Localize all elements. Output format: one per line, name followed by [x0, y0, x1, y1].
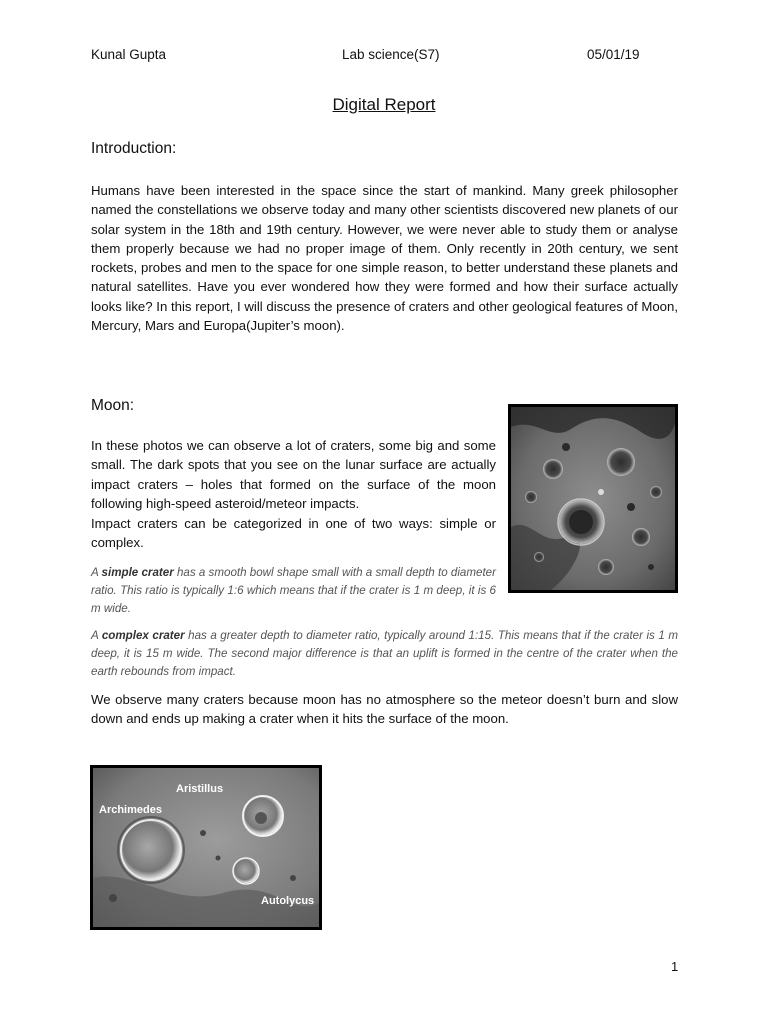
complex-crater-text: has a greater depth to diameter ratio, typically around 1:15. This means that if the crater is 1 m deep, it is 15 m wide. The second major difference is that an uplift is formed in the centre of the crater when the earth rebounds from impact. — [91, 629, 678, 678]
simple-crater-note — [91, 564, 496, 618]
moon-paragraph-3: We observe many craters because moon has no atmosphere so the meteor doesn’t burn and slow down and ends up making a crater when it hits the surface of the moon. — [91, 692, 678, 727]
page-number: 1 — [671, 959, 679, 974]
label-aristillus: Aristillus — [176, 783, 224, 795]
lunar-craters-labeled-photo — [90, 765, 322, 930]
intro-heading: Introduction: — [91, 140, 177, 157]
simple-crater-prefix: A — [91, 566, 102, 579]
header-date: 05/01/19 — [587, 47, 640, 62]
label-archimedes: Archimedes — [99, 804, 162, 816]
header-author: Kunal Gupta — [91, 47, 167, 62]
moon-craters-photo — [508, 404, 678, 593]
moon-paragraph-2: Impact craters can be categorized in one of two ways: simple or complex. — [91, 516, 496, 551]
intro-paragraph: Humans have been interested in the space since the start of mankind. Many greek philosopher named the constellations we observe today and many other scientists discovered new planets of our solar system in the 18th and 19th century. However, we were never able to study them or analyse them properly because we had no proper image of them. Only recently in 20th century, we sent rockets, probes and men to the space for one simple reason, to better understand these planets and natural satellites. Have you ever wondered how they were formed and how their surface actually looks like? In this report, I will discuss the presence of craters and other geological features of Moon, Mercury, Mars and Europa(Jupiter’s moon). — [91, 183, 678, 334]
moon-paragraph-1: In these photos we can observe a lot of craters, some big and some small. The dark spots that you see on the lunar surface are actually impact craters – holes that formed on the surface of the moon following high-speed asteroid/meteor impacts. — [91, 438, 496, 511]
moon-heading: Moon: — [91, 397, 135, 414]
complex-crater-note — [91, 627, 678, 681]
complex-crater-term: complex crater — [101, 629, 185, 642]
header-course: Lab science(S7) — [342, 47, 440, 62]
label-autolycus: Autolycus — [261, 895, 315, 907]
simple-crater-text: has a smooth bowl shape small with a small depth to diameter ratio. This ratio is typically 1:6 which means that if the crater is 1 m deep, it is 6 m wide. — [91, 566, 496, 615]
simple-crater-term: simple crater — [101, 566, 174, 579]
document-title: Digital Report — [332, 95, 436, 114]
complex-crater-prefix: A — [91, 629, 102, 642]
